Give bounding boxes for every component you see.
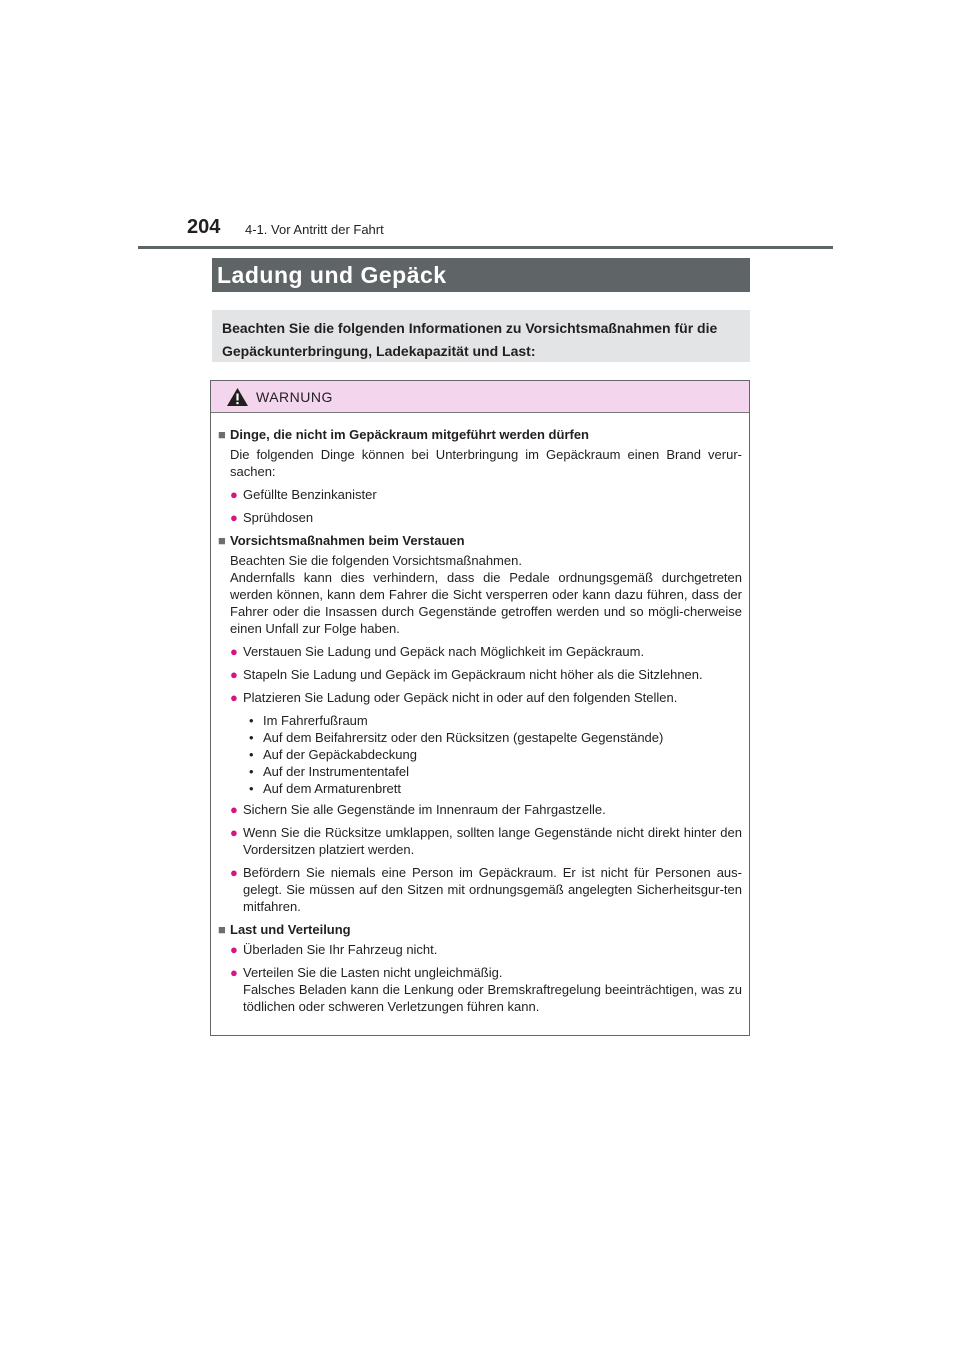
- dot-bullet-icon: ●: [230, 942, 238, 957]
- section-heading: [218, 532, 742, 549]
- section-path: 4-1. Vor Antritt der Fahrt: [245, 222, 384, 237]
- page-header: [138, 216, 833, 249]
- list-item: [218, 941, 742, 958]
- section-heading: [218, 426, 742, 443]
- sub-list-item: • Auf dem Beifahrersitz oder den Rücksitzen (gestapelte Gegenstände): [249, 730, 664, 745]
- sub-list-item: • Im Fahrerfußraum: [249, 713, 368, 728]
- list-item-text: Überladen Sie Ihr Fahrzeug nicht.: [243, 942, 438, 957]
- list-item-text: Befördern Sie niemals eine Person im Gepäckraum. Er ist nicht für Personen aus-gelegt. Sie müssen auf den Sitzen mit ordnungsgemäß angelegten Sicherheitsgur-ten mitfahren.: [243, 865, 742, 914]
- warning-section: [218, 426, 742, 526]
- warning-body: [211, 413, 749, 1015]
- sub-list-item: • Auf dem Armaturenbrett: [249, 781, 402, 796]
- warning-header: [211, 381, 749, 413]
- section-heading: [218, 921, 742, 938]
- dot-bullet-icon: ●: [230, 487, 238, 502]
- list-item: [218, 643, 742, 660]
- warning-section: [218, 532, 742, 915]
- paragraph: Andernfalls kann dies verhindern, dass die Pedale ordnungsgemäß durchgetreten werden können, kann dem Fahrer die Sicht versperren oder kann dazu führen, dass der Fahrer oder die Insassen durch Gegenstände getroffen werden und so mögli-cherweise einen Unfall zur Folge haben.: [230, 570, 742, 636]
- dot-bullet-icon: ●: [230, 667, 238, 682]
- list-item-text: Wenn Sie die Rücksitze umklappen, sollten lange Gegenstände nicht direkt hinter den Vordersitzen platziert werden.: [243, 825, 742, 857]
- list-item: [218, 509, 742, 526]
- page-title: Ladung und Gepäck: [212, 258, 750, 292]
- section-heading-text: Last und Verteilung: [230, 922, 351, 937]
- square-bullet-icon: ■: [218, 427, 226, 442]
- section-heading-text: Dinge, die nicht im Gepäckraum mitgeführt werden dürfen: [230, 427, 589, 442]
- square-bullet-icon: ■: [218, 533, 226, 548]
- paragraph: Beachten Sie die folgenden Vorsichtsmaßnahmen.: [230, 553, 522, 568]
- list-item: [218, 666, 742, 683]
- list-item-text: Gefüllte Benzinkanister: [243, 487, 377, 502]
- list-item: [218, 689, 742, 706]
- dot-bullet-icon: ●: [230, 510, 238, 525]
- list-item-text: Platzieren Sie Ladung oder Gepäck nicht in oder auf den folgenden Stellen.: [243, 690, 678, 705]
- dot-bullet-icon: ●: [230, 644, 238, 659]
- sub-list-item: • Auf der Gepäckabdeckung: [249, 747, 417, 762]
- list-item-text: Stapeln Sie Ladung und Gepäck im Gepäckraum nicht höher als die Sitzlehnen.: [243, 667, 703, 682]
- list-item: [218, 964, 742, 1015]
- warning-box: [210, 380, 750, 1036]
- list-item-text: Sichern Sie alle Gegenstände im Innenraum der Fahrgastzelle.: [243, 802, 606, 817]
- list-item: [218, 801, 742, 818]
- list-item: [218, 824, 742, 858]
- list-item-text: Sprühdosen: [243, 510, 314, 525]
- paragraph: Die folgenden Dinge können bei Unterbringung im Gepäckraum einen Brand verur-sachen:: [230, 447, 742, 479]
- dot-bullet-icon: ●: [230, 690, 238, 705]
- page-number: 204: [187, 216, 221, 238]
- list-item-line: Falsches Beladen kann die Lenkung oder Bremskraftregelung beeinträchtigen, was zu tödlichen oder schweren Verletzungen führen kann.: [243, 982, 742, 1014]
- list-item-line: Verteilen Sie die Lasten nicht ungleichmäßig.: [243, 965, 503, 980]
- warning-triangle-icon: [226, 387, 249, 407]
- intro-text: Beachten Sie die folgenden Informationen zu Vorsichtsmaßnahmen für die Gepäckunterbringung, Ladekapazität und Last:: [212, 310, 750, 362]
- list-item: [218, 864, 742, 915]
- list-item-text: Verstauen Sie Ladung und Gepäck nach Möglichkeit im Gepäckraum.: [243, 644, 645, 659]
- sub-list: [218, 712, 742, 797]
- sub-list-item: • Auf der Instrumententafel: [249, 764, 409, 779]
- dot-bullet-icon: ●: [230, 825, 238, 840]
- dot-bullet-icon: ●: [230, 865, 238, 880]
- section-heading-text: Vorsichtsmaßnahmen beim Verstauen: [230, 533, 465, 548]
- warning-section: [218, 921, 742, 1015]
- square-bullet-icon: ■: [218, 922, 226, 937]
- list-item-text: [243, 964, 742, 1015]
- dot-bullet-icon: ●: [230, 965, 238, 980]
- list-item: [218, 486, 742, 503]
- warning-label: WARNUNG: [256, 389, 333, 405]
- dot-bullet-icon: ●: [230, 802, 238, 817]
